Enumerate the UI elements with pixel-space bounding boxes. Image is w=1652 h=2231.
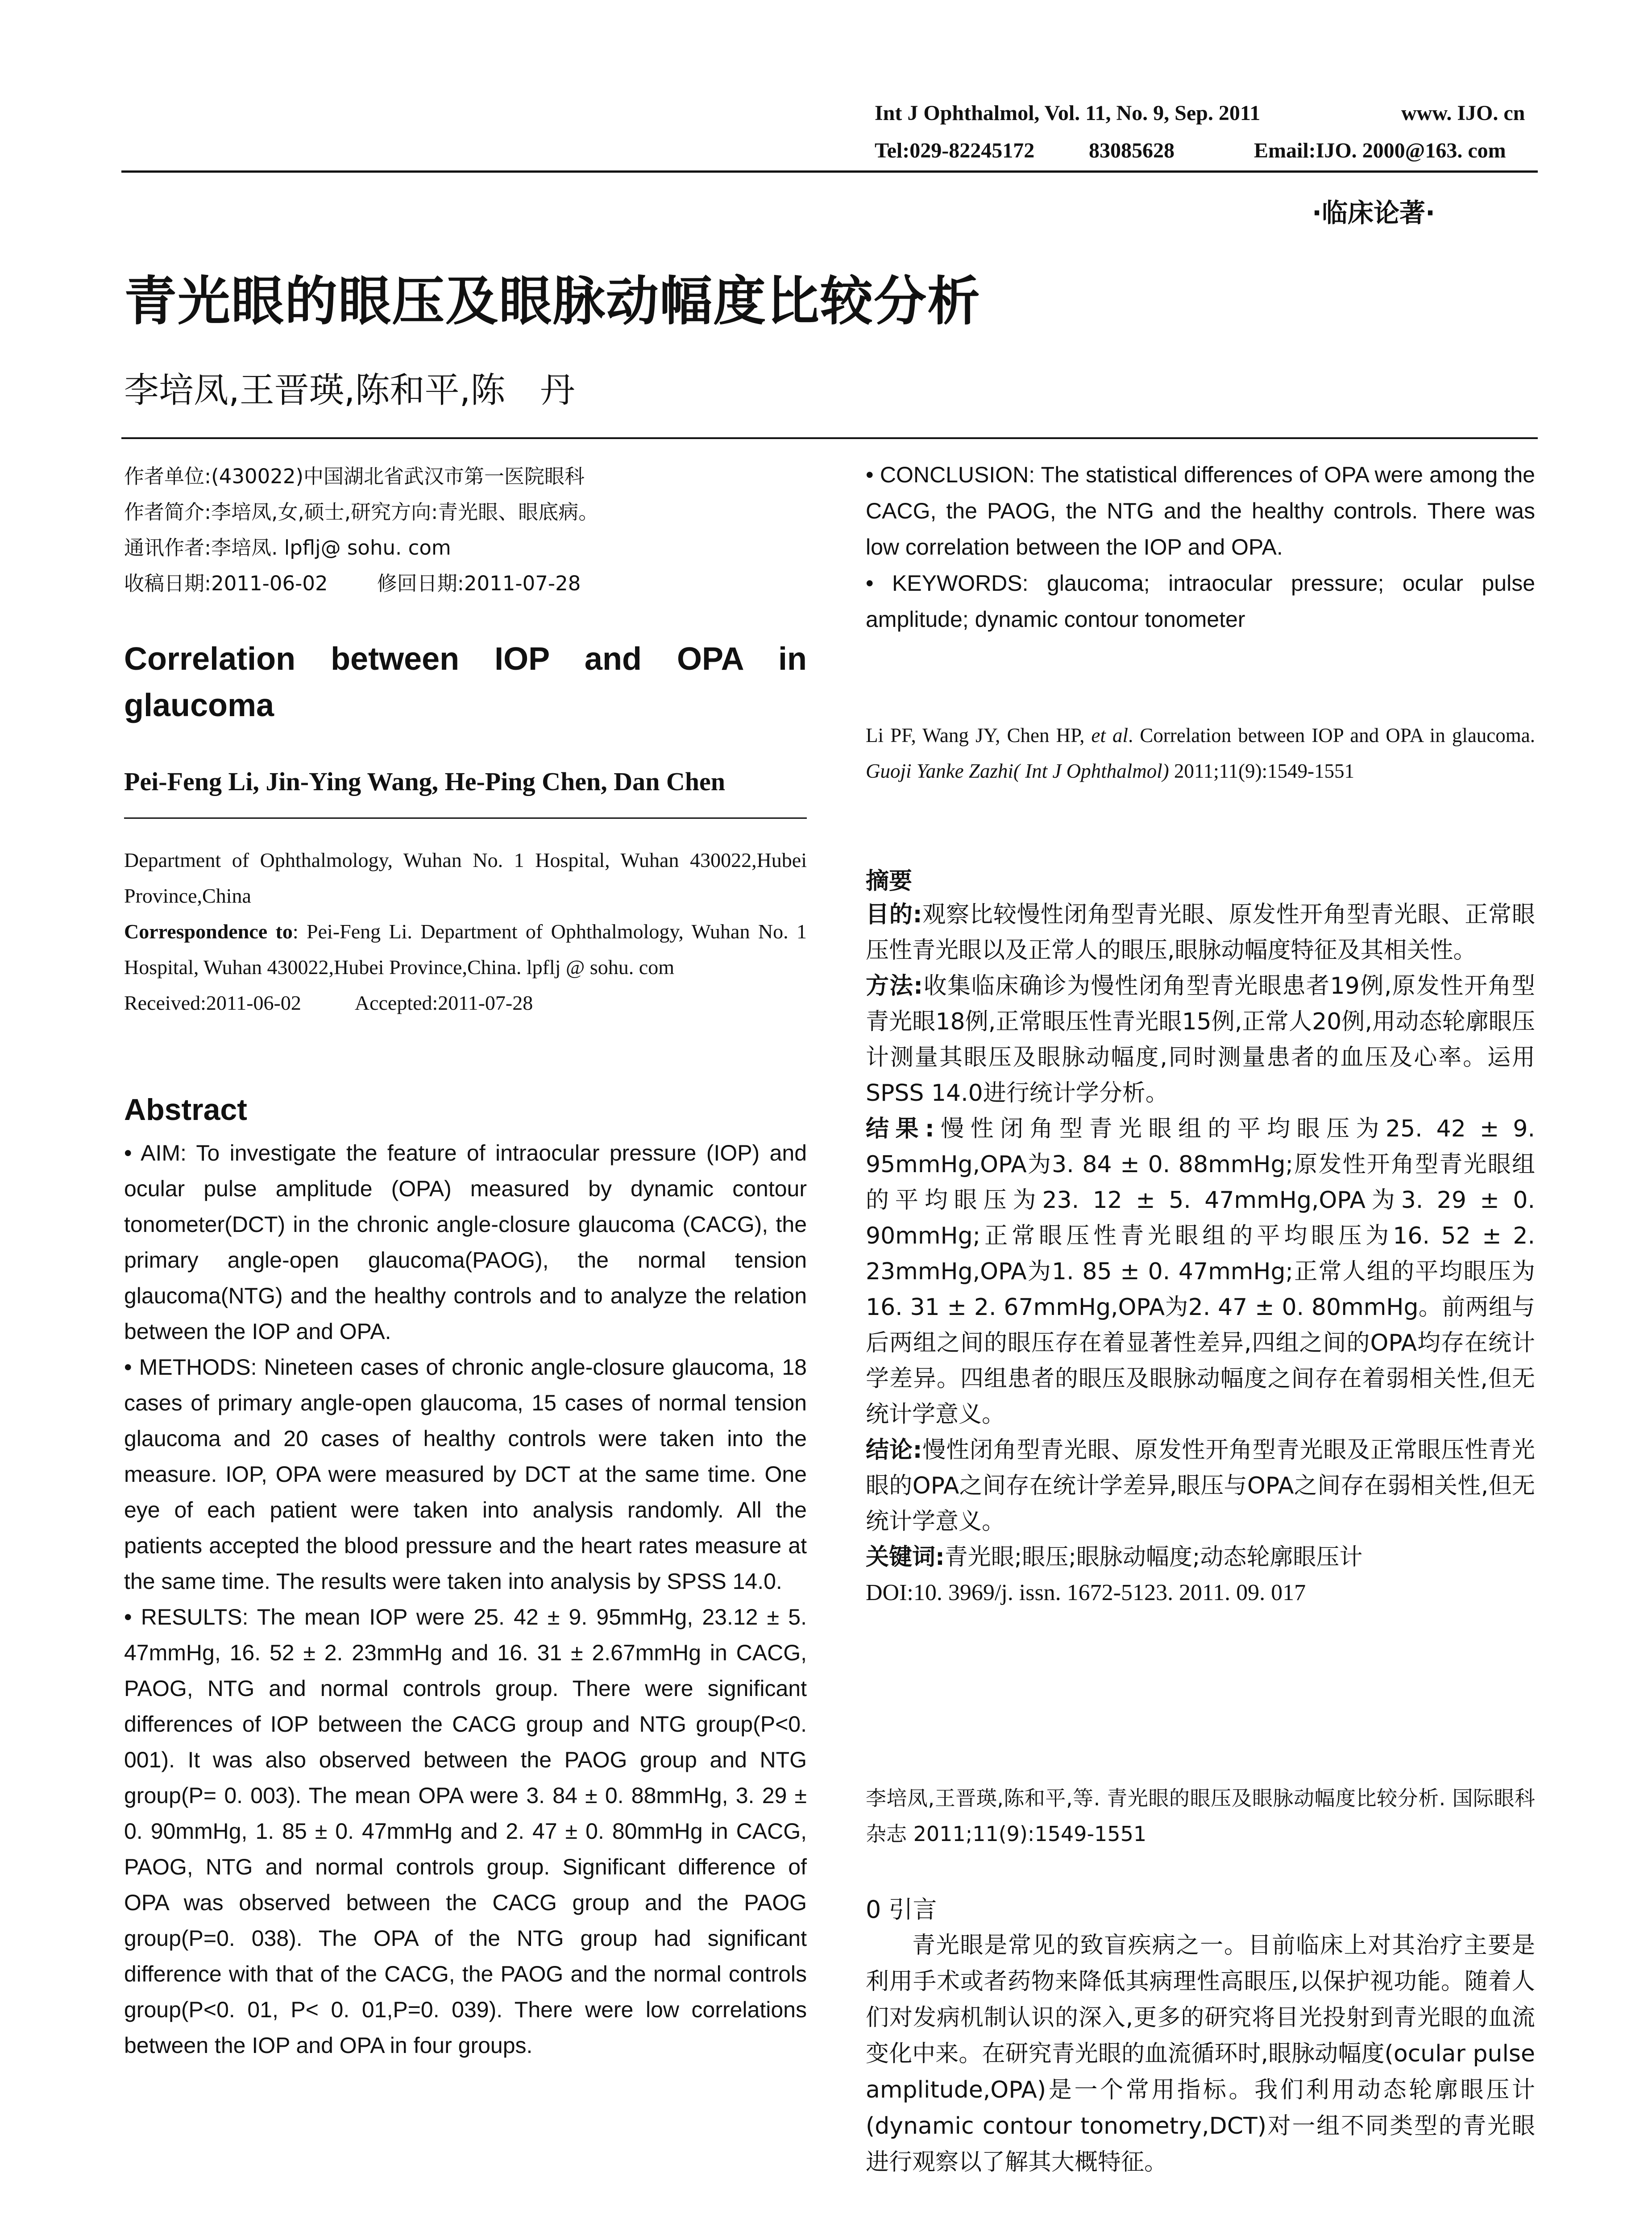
doi: DOI:10. 3969/j. issn. 1672-5123. 2011. 09. 017 <box>866 1580 1306 1605</box>
abstract-heading: Abstract <box>124 1093 247 1127</box>
journal-email: Email:IJO. 2000@163. com <box>1254 139 1506 162</box>
citation-en <box>866 717 1535 789</box>
abstract-cn-heading: 摘要 <box>866 868 913 895</box>
keywords-cn-label: 关键词: <box>866 1544 945 1571</box>
citation-en-authors: Li PF, Wang JY, Chen HP, <box>866 724 1092 746</box>
aim-cn: 观察比较慢性闭角型青光眼、原发性开角型青光眼、正常眼压性青光眼以及正常人的眼压,眼脉动幅度特征及其相关性。 <box>866 901 1535 964</box>
citation-cn: 李培凤,王晋瑛,陈和平,等. 青光眼的眼压及眼脉动幅度比较分析. 国际眼科杂志 2011;11(9):1549-1551 <box>866 1786 1535 1846</box>
authors-cn: 李培凤,王晋瑛,陈和平,陈 丹 <box>124 370 575 411</box>
revised-date-cn: 修回日期:2011-07-28 <box>377 572 581 595</box>
section-tag: ·临床论著· <box>1312 198 1436 228</box>
methods-cn: 收集临床确诊为慢性闭角型青光眼患者19例,原发性开角型青光眼18例,正常眼压性青光眼15例,正常人20例,用动态轮廓眼压计测量其眼压及眼脉动幅度,同时测量患者的血压及心率。运用SPSS 14.0进行统计学分析。 <box>866 973 1536 1107</box>
conclusion-cn-label: 结论: <box>866 1437 922 1464</box>
citation-en-volume: 2011;11(9):1549-1551 <box>1169 760 1354 782</box>
results-cn-label: 结果: <box>866 1116 934 1142</box>
authors-en: Pei-Feng Li, Jin-Ying Wang, He-Ping Chen, Dan Chen <box>124 767 726 796</box>
author-unit: 作者单位:(430022)中国湖北省武汉市第一医院眼科 <box>124 464 585 488</box>
author-correspondence: 通讯作者:李培凤. lpflj@ sohu. com <box>124 536 451 560</box>
abstract-aim: • AIM: To investigate the feature of intraocular pressure (IOP) and ocular pulse amplitude (OPA) measured by dynamic contour tonometer(DCT) in the chronic angle-closure glaucoma (CACG), the primary angle-open glaucoma(PAOG), the normal tension glaucoma(NTG) and the healthy controls and to analyze the relation between the IOP and OPA. <box>124 1140 807 1344</box>
abstract-methods: • METHODS: Nineteen cases of chronic angle-closure glaucoma, 18 cases of primary angle-open glaucoma, 15 cases of normal tension glaucoma and 20 cases of healthy controls were taken into the measure. IOP, OPA were measured by DCT at the same time. One eye of each patient were taken into analysis randomly. All the patients accepted the blood pressure and the heart rates measure at the same time. The results were taken into analysis by SPSS 14.0. <box>124 1355 807 1594</box>
journal-website: www. IJO. cn <box>1401 101 1525 125</box>
intro-heading: 0 引言 <box>866 1895 937 1924</box>
accepted-date: Accepted:2011-07-28 <box>354 991 533 1014</box>
abstract-conclusion: • CONCLUSION: The statistical differences of OPA were among the CACG, the PAOG, the NTG and the healthy controls. There was low correlation between the IOP and OPA. <box>866 462 1535 560</box>
correspondence-label: Correspondence to <box>124 920 293 943</box>
intro-body: 青光眼是常见的致盲疾病之一。目前临床上对其治疗主要是利用手术或者药物来降低其病理性高眼压,以保护视功能。随着人们对发病机制认识的深入,更多的研究将目光投射到青光眼的血流变化中来。在研究青光眼的血流循环时,眼脉动幅度(ocular pulse amplitude,OPA)是一个常用指标。我们利用动态轮廓眼压计(dynamic contour tonometry,DCT)对一组不同类型的青光眼进行观察以了解其大概特征。 <box>866 1932 1535 2176</box>
affiliation <box>124 842 807 1021</box>
authors-rule <box>124 817 807 819</box>
abstract-keywords: • KEYWORDS: glaucoma; intraocular pressure; ocular pulse amplitude; dynamic contour tonometer <box>866 571 1535 632</box>
abstract-en-body <box>124 1135 807 2063</box>
keywords-cn: 青光眼;眼压;眼脉动幅度;动态轮廓眼压计 <box>944 1544 1363 1571</box>
received-date: Received:2011-06-02 <box>124 991 301 1014</box>
journal-info: Int J Ophthalmol, Vol. 11, No. 9, Sep. 2011 <box>875 101 1261 125</box>
received-date-cn: 收稿日期:2011-06-02 <box>124 572 328 595</box>
citation-en-etal: et al <box>1091 724 1128 746</box>
abstract-en-right <box>866 457 1535 638</box>
author-bio: 作者简介:李培凤,女,硕士,研究方向:青光眼、眼底病。 <box>124 500 599 524</box>
aim-cn-label: 目的: <box>866 901 922 928</box>
header-rule <box>121 170 1538 173</box>
results-cn: 慢性闭角型青光眼组的平均眼压为25. 42 ± 9. 95mmHg,OPA为3. 84 ± 0. 88mmHg;原发性开角型青光眼组的平均眼压为23. 12 ± 5. 47mmHg,OPA为3. 29 ± 0. 90mmHg;正常眼压性青光眼组的平均眼压为16. 52 ± 2. 23mmHg,OPA为1. 85 ± 0. 47mmHg;正常人组的平均眼压为16. 31 ± 2. 67mmHg,OPA为2. 47 ± 0. 80mmHg。前两组与后两组之间的眼压存在着显著性差异,四组之间的OPA均存在统计学差异。四组患者的眼压及眼脉动幅度之间存在着弱相关性,但无统计学意义。 <box>866 1116 1536 1428</box>
author-info <box>124 459 807 601</box>
conclusion-cn: 慢性闭角型青光眼、原发性开角型青光眼及正常眼压性青光眼的OPA之间存在统计学差异,眼压与OPA之间存在弱相关性,但无统计学意义。 <box>866 1437 1535 1535</box>
author-dates <box>124 566 807 601</box>
methods-cn-label: 方法: <box>866 973 923 999</box>
journal-tel: Tel:029-82245172 <box>875 139 1035 162</box>
citation-en-title: . Correlation between IOP and OPA in glaucoma. <box>1128 724 1535 746</box>
abstract-cn-body <box>866 897 1535 1611</box>
abstract-results: • RESULTS: The mean IOP were 25. 42 ± 9. 95mmHg, 23.12 ± 5. 47mmHg, 16. 52 ± 2. 23mmHg and 16. 31 ± 2.67mmHg in CACG, PAOG, NTG and normal controls group. There were significant differences of IOP between the CACG group and NTG group(P<0. 001). It was also observed between the PAOG group and NTG group(P= 0. 003). The mean OPA were 3. 84 ± 0. 88mmHg, 3. 29 ± 0. 90mmHg, 1. 85 ± 0. 47mmHg and 2. 47 ± 0. 80mmHg in CACG, PAOG, NTG and normal controls group. Significant difference of OPA was observed between the CACG group and the PAOG group(P=0. 038). The OPA of the NTG group had significant difference with that of the CACG, the PAOG and the normal controls group(P<0. 01, P< 0. 01,P=0. 039). There were low correlations between the IOP and OPA in four groups. <box>124 1605 807 2058</box>
title-en: Correlation between IOP and OPA in glaucoma <box>124 641 807 723</box>
citation-en-journal: Guoji Yanke Zazhi( Int J Ophthalmol) <box>866 760 1169 782</box>
title-rule <box>121 437 1538 439</box>
page-title: 青光眼的眼压及眼脉动幅度比较分析 <box>124 270 981 332</box>
journal-tel-2: 83085628 <box>1089 139 1175 162</box>
affiliation-dept: Department of Ophthalmology, Wuhan No. 1 Hospital, Wuhan 430022,Hubei Province,China <box>124 849 807 907</box>
correspondence-text: : Pei-Feng Li. Department of Ophthalmology, Wuhan No. 1 Hospital, Wuhan 430022,Hubei Province,China. lpflj @ sohu. com <box>124 920 807 979</box>
